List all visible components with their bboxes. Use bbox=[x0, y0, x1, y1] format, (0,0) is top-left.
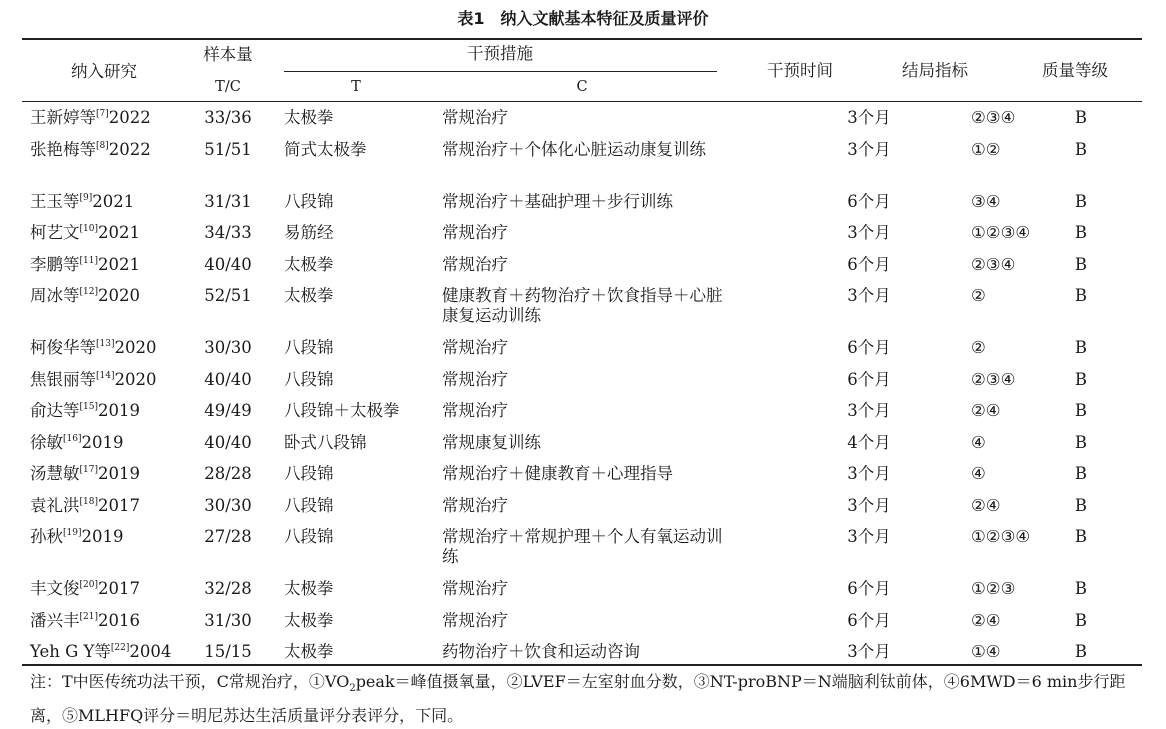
spacer-cell bbox=[264, 606, 284, 638]
intervention-t-cell: 卧式八段锦 bbox=[284, 432, 367, 452]
study-year: 2017 bbox=[97, 579, 140, 598]
spacer-cell bbox=[730, 187, 797, 219]
duration-cell: 6个月 bbox=[847, 191, 891, 211]
quality-cell: B bbox=[1074, 610, 1088, 630]
table-row bbox=[22, 491, 1142, 523]
spacer-cell bbox=[264, 574, 284, 606]
table-row bbox=[22, 187, 1142, 219]
table-row bbox=[22, 522, 1142, 574]
study-author: 丰文俊 bbox=[30, 579, 80, 598]
intervention-c-cell: 药物治疗＋饮食和运动咨询 bbox=[442, 642, 640, 661]
study-cell bbox=[22, 491, 192, 523]
spacer-cell bbox=[730, 103, 797, 135]
study-cell bbox=[22, 218, 192, 250]
intervention-c-cell: 常规治疗＋健康教育＋心理指导 bbox=[442, 464, 673, 483]
outcome-cell: ②④ bbox=[971, 495, 1001, 515]
spacer-cell bbox=[730, 491, 797, 523]
top-rule bbox=[22, 38, 1142, 40]
study-author: 焦银丽等 bbox=[30, 369, 96, 389]
spacer-cell bbox=[264, 281, 284, 333]
study-author: 柯俊华等 bbox=[30, 338, 96, 357]
spacer-cell bbox=[264, 218, 284, 250]
header-t: T bbox=[351, 79, 361, 95]
spacer-cell bbox=[264, 365, 284, 397]
intervention-t-cell: 太极拳 bbox=[284, 286, 334, 305]
outcome-cell: ①② bbox=[971, 139, 1001, 159]
spacer-cell bbox=[730, 428, 797, 460]
outcome-cell: ②③④ bbox=[971, 108, 1016, 127]
header-rule bbox=[22, 101, 1142, 102]
outcome-cell: ①④ bbox=[971, 642, 1001, 661]
header-sample-sub: T/C bbox=[215, 79, 241, 95]
header-intervention: 干预措施 bbox=[467, 44, 533, 63]
intervention-c-cell: 常规治疗＋个体化心脏运动康复训练 bbox=[442, 139, 706, 159]
spacer-cell bbox=[264, 103, 284, 135]
table-row bbox=[22, 396, 1142, 428]
sample-size-cell: 33/36 bbox=[204, 108, 252, 127]
study-cell bbox=[22, 396, 192, 428]
intervention-c-cell: 常规治疗 bbox=[442, 369, 508, 389]
spacer-cell bbox=[264, 333, 284, 365]
header-time: 干预时间 bbox=[767, 61, 833, 80]
study-year: 2004 bbox=[129, 642, 172, 661]
spacer-cell bbox=[730, 396, 797, 428]
duration-cell: 3个月 bbox=[847, 527, 891, 546]
reference-number: [11] bbox=[79, 255, 98, 266]
table-row bbox=[22, 218, 1142, 250]
spacer-cell bbox=[264, 522, 284, 574]
sample-size-cell: 40/40 bbox=[204, 254, 252, 274]
table-row bbox=[22, 459, 1142, 491]
table-row bbox=[22, 135, 1142, 187]
reference-number: [9] bbox=[79, 192, 93, 203]
study-cell bbox=[22, 365, 192, 397]
spacer-cell bbox=[264, 491, 284, 523]
outcome-cell: ②③④ bbox=[971, 369, 1016, 389]
spacer-cell bbox=[264, 396, 284, 428]
table-row bbox=[22, 103, 1142, 135]
intervention-t-cell: 八段锦 bbox=[284, 191, 334, 211]
intervention-c-cell: 常规治疗 bbox=[442, 254, 508, 274]
intervention-t-cell: 八段锦 bbox=[284, 527, 334, 546]
study-year: 2016 bbox=[97, 610, 140, 630]
reference-number: [7] bbox=[96, 109, 109, 119]
spacer-cell bbox=[730, 281, 797, 333]
duration-cell: 6个月 bbox=[847, 369, 891, 389]
intervention-c-cell: 常规康复训练 bbox=[442, 432, 541, 452]
sample-size-cell: 52/51 bbox=[204, 286, 252, 305]
spacer-cell bbox=[264, 187, 284, 219]
spacer-cell bbox=[730, 574, 797, 606]
study-cell bbox=[22, 428, 192, 460]
study-author: 俞达等 bbox=[30, 401, 80, 420]
quality-cell: B bbox=[1074, 401, 1088, 420]
quality-cell: B bbox=[1074, 527, 1088, 546]
duration-cell: 3个月 bbox=[847, 495, 891, 515]
duration-cell: 6个月 bbox=[847, 254, 891, 274]
sample-size-cell: 30/30 bbox=[204, 338, 252, 357]
sample-size-cell: 28/28 bbox=[204, 464, 252, 483]
intervention-c-cell: 健康教育＋药物治疗＋饮食指导＋心脏康复运动训练 bbox=[442, 286, 723, 325]
duration-cell: 3个月 bbox=[847, 286, 891, 305]
reference-number: [12] bbox=[79, 287, 98, 297]
quality-cell: B bbox=[1074, 286, 1088, 305]
study-cell bbox=[22, 606, 192, 638]
study-year: 2021 bbox=[92, 191, 135, 211]
intervention-rule bbox=[284, 71, 717, 72]
table-footnote bbox=[30, 668, 1145, 729]
intervention-t-cell: 易筋经 bbox=[284, 223, 334, 242]
outcome-cell: ①②③④ bbox=[971, 223, 1031, 242]
intervention-c-cell: 常规治疗 bbox=[442, 401, 508, 420]
study-author: 孙秋 bbox=[30, 527, 63, 546]
intervention-t-cell: 太极拳 bbox=[284, 610, 334, 630]
reference-number: [17] bbox=[79, 465, 98, 475]
reference-number: [16] bbox=[63, 433, 82, 444]
study-cell bbox=[22, 333, 192, 365]
intervention-c-cell: 常规治疗＋常规护理＋个人有氧运动训练 bbox=[442, 527, 723, 566]
spacer-cell bbox=[730, 459, 797, 491]
sample-size-cell: 30/30 bbox=[204, 495, 252, 515]
duration-cell: 3个月 bbox=[847, 139, 891, 159]
header-sample: 样本量 bbox=[203, 45, 253, 64]
study-year: 2017 bbox=[97, 495, 140, 515]
outcome-cell: ③④ bbox=[971, 191, 1001, 211]
spacer-cell bbox=[730, 135, 797, 187]
intervention-t-cell: 八段锦 bbox=[284, 495, 334, 515]
duration-cell: 3个月 bbox=[847, 642, 891, 661]
study-author: 王新婷等 bbox=[30, 108, 96, 127]
table-row bbox=[22, 574, 1142, 606]
sample-size-cell: 31/30 bbox=[204, 610, 252, 630]
study-year: 2021 bbox=[97, 223, 140, 242]
outcome-cell: ② bbox=[971, 286, 986, 305]
study-author: 袁礼洪 bbox=[30, 495, 80, 515]
outcome-cell: ②③④ bbox=[971, 254, 1016, 274]
quality-cell: B bbox=[1074, 191, 1088, 211]
reference-number: [19] bbox=[63, 528, 82, 538]
study-author: Yeh G Y等 bbox=[30, 642, 111, 661]
table-row bbox=[22, 428, 1142, 460]
intervention-t-cell: 八段锦 bbox=[284, 464, 334, 483]
intervention-t-cell: 八段锦 bbox=[284, 369, 334, 389]
intervention-c-cell: 常规治疗＋基础护理＋步行训练 bbox=[442, 191, 673, 211]
sample-size-cell: 40/40 bbox=[204, 369, 252, 389]
study-cell bbox=[22, 459, 192, 491]
quality-cell: B bbox=[1074, 642, 1088, 661]
intervention-c-cell: 常规治疗 bbox=[442, 495, 508, 515]
quality-cell: B bbox=[1074, 464, 1088, 483]
study-year: 2020 bbox=[114, 338, 157, 357]
quality-cell: B bbox=[1074, 579, 1088, 598]
outcome-cell: ④ bbox=[971, 432, 986, 452]
study-cell bbox=[22, 574, 192, 606]
study-author: 张艳梅等 bbox=[30, 139, 96, 159]
duration-cell: 6个月 bbox=[847, 610, 891, 630]
intervention-c-cell: 常规治疗 bbox=[442, 108, 508, 127]
sample-size-cell: 32/28 bbox=[204, 579, 252, 598]
study-author: 李鹏等 bbox=[30, 254, 80, 274]
quality-cell: B bbox=[1074, 108, 1088, 127]
outcome-cell: ④ bbox=[971, 464, 986, 483]
spacer-cell bbox=[264, 428, 284, 460]
quality-cell: B bbox=[1074, 369, 1088, 389]
intervention-t-cell: 太极拳 bbox=[284, 108, 334, 127]
intervention-t-cell: 太极拳 bbox=[284, 642, 334, 661]
reference-number: [13] bbox=[96, 339, 115, 349]
intervention-t-cell: 八段锦 bbox=[284, 338, 334, 357]
reference-number: [18] bbox=[79, 496, 98, 507]
reference-number: [8] bbox=[96, 140, 109, 151]
study-cell bbox=[22, 522, 192, 574]
sample-size-cell: 31/31 bbox=[204, 191, 252, 211]
study-cell bbox=[22, 187, 192, 219]
study-year: 2019 bbox=[81, 432, 124, 452]
study-year: 2019 bbox=[97, 464, 140, 483]
sample-size-cell: 51/51 bbox=[204, 139, 252, 159]
header-c: C bbox=[576, 79, 588, 95]
quality-cell: B bbox=[1074, 432, 1088, 452]
duration-cell: 6个月 bbox=[847, 338, 891, 357]
intervention-t-cell: 太极拳 bbox=[284, 254, 334, 274]
duration-cell: 3个月 bbox=[847, 401, 891, 420]
quality-cell: B bbox=[1074, 338, 1088, 357]
spacer-cell bbox=[730, 522, 797, 574]
spacer-cell bbox=[264, 459, 284, 491]
bottom-rule bbox=[22, 664, 1142, 666]
header-study: 纳入研究 bbox=[71, 62, 137, 81]
intervention-c-cell: 常规治疗 bbox=[442, 223, 508, 242]
quality-cell: B bbox=[1074, 223, 1088, 242]
study-author: 柯艺文 bbox=[30, 223, 80, 242]
duration-cell: 3个月 bbox=[847, 464, 891, 483]
study-author: 徐敏 bbox=[30, 432, 63, 452]
reference-number: [10] bbox=[79, 224, 98, 234]
study-author: 潘兴丰 bbox=[30, 610, 80, 630]
intervention-t-cell: 八段锦＋太极拳 bbox=[284, 401, 400, 420]
table-row bbox=[22, 250, 1142, 282]
table-row bbox=[22, 333, 1142, 365]
duration-cell: 6个月 bbox=[847, 579, 891, 598]
table-row bbox=[22, 606, 1142, 638]
intervention-t-cell: 太极拳 bbox=[284, 579, 334, 598]
study-cell bbox=[22, 250, 192, 282]
table-title: 表1 纳入文献基本特征及质量评价 bbox=[457, 9, 709, 28]
outcome-cell: ② bbox=[971, 338, 986, 357]
intervention-c-cell: 常规治疗 bbox=[442, 338, 508, 357]
intervention-c-cell: 常规治疗 bbox=[442, 579, 508, 598]
study-year: 2019 bbox=[81, 527, 124, 546]
reference-number: [22] bbox=[110, 643, 130, 653]
sample-size-cell: 40/40 bbox=[204, 432, 252, 452]
spacer-cell bbox=[264, 135, 284, 187]
study-year: 2020 bbox=[114, 369, 157, 389]
study-year: 2021 bbox=[97, 254, 140, 274]
table-row bbox=[22, 281, 1142, 333]
quality-cell: B bbox=[1074, 254, 1088, 274]
spacer-cell bbox=[264, 250, 284, 282]
intervention-c-cell: 常规治疗 bbox=[442, 610, 508, 630]
study-author: 王玉等 bbox=[30, 191, 80, 211]
note-part1: 注：T中医传统功法干预，C常规治疗，①VO bbox=[30, 672, 350, 691]
studies-table bbox=[22, 103, 1142, 669]
table-row bbox=[22, 365, 1142, 397]
study-author: 周冰等 bbox=[30, 286, 80, 305]
outcome-cell: ②④ bbox=[971, 610, 1001, 630]
study-year: 2022 bbox=[108, 108, 151, 127]
reference-number: [20] bbox=[79, 580, 98, 590]
study-year: 2020 bbox=[97, 286, 140, 305]
duration-cell: 3个月 bbox=[847, 223, 891, 242]
study-author: 汤慧敏 bbox=[30, 464, 80, 483]
study-year: 2022 bbox=[108, 139, 151, 159]
quality-cell: B bbox=[1074, 139, 1088, 159]
sample-size-cell: 49/49 bbox=[204, 401, 252, 420]
header-outcome: 结局指标 bbox=[902, 61, 968, 80]
study-year: 2019 bbox=[97, 401, 140, 420]
spacer-cell bbox=[730, 606, 797, 638]
outcome-cell: ①②③④ bbox=[971, 527, 1031, 546]
spacer-cell bbox=[730, 333, 797, 365]
spacer-cell bbox=[730, 250, 797, 282]
spacer-cell bbox=[730, 218, 797, 250]
sample-size-cell: 15/15 bbox=[204, 642, 252, 661]
reference-number: [21] bbox=[79, 611, 98, 622]
outcome-cell: ②④ bbox=[971, 401, 1001, 420]
duration-cell: 3个月 bbox=[847, 108, 891, 127]
outcome-cell: ①②③ bbox=[971, 579, 1016, 598]
note-subscript: 2 bbox=[349, 683, 356, 695]
reference-number: [14] bbox=[96, 370, 115, 381]
header-quality: 质量等级 bbox=[1042, 61, 1108, 80]
note-part2: peak＝峰值摄氧量，②LVEF＝左室射血分数，③NT-proBNP＝N端脑利钛前体，④6MWD＝6 min步行距离，⑤MLHFQ评分＝明尼苏达生活质量评分表评分，下同。 bbox=[30, 672, 1126, 726]
study-cell bbox=[22, 135, 192, 187]
study-cell bbox=[22, 103, 192, 135]
sample-size-cell: 27/28 bbox=[204, 527, 252, 546]
sample-size-cell: 34/33 bbox=[204, 223, 252, 242]
duration-cell: 4个月 bbox=[847, 432, 891, 452]
study-cell bbox=[22, 281, 192, 333]
quality-cell: B bbox=[1074, 495, 1088, 515]
intervention-t-cell: 简式太极拳 bbox=[284, 139, 367, 159]
spacer-cell bbox=[730, 365, 797, 397]
reference-number: [15] bbox=[79, 402, 98, 412]
